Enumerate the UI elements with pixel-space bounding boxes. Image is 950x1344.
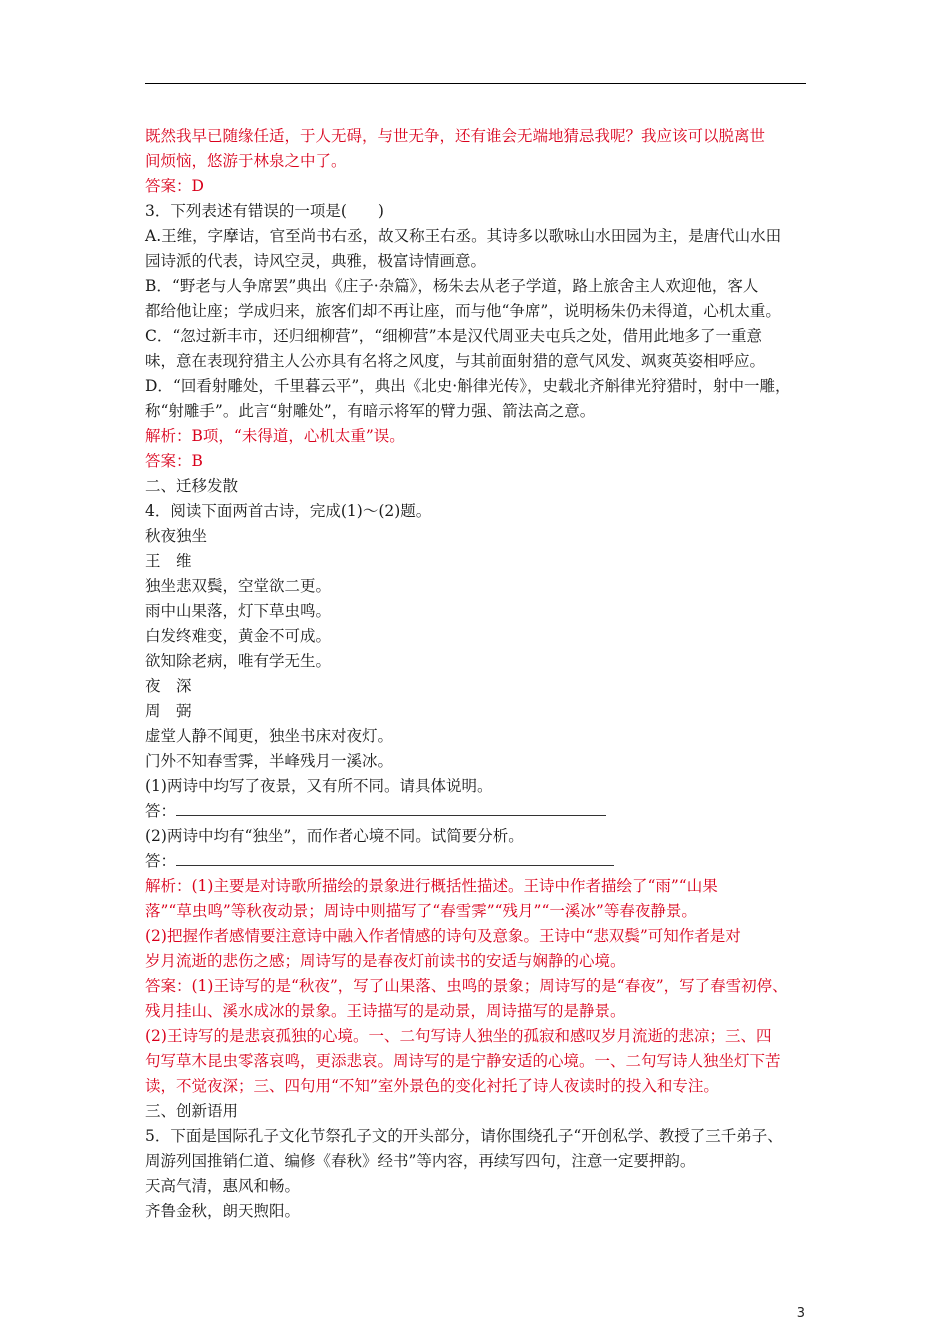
line-text: 读，不觉夜深；三、四句用“不知”室外景色的变化衬托了诗人夜读时的投入和专注。 (145, 1077, 719, 1095)
text-line (145, 1199, 810, 1224)
text-line (145, 524, 810, 549)
line-text: 解析：(1)主要是对诗歌所描绘的景象进行概括性描述。王诗中作者描绘了“雨”“山果 (145, 877, 718, 895)
line-text: A.王维，字摩诘，官至尚书右丞，故又称王右丞。其诗多以歌咏山水田园为主，是唐代山水田 (145, 227, 782, 245)
line-text: 齐鲁金秋，朗天煦阳。 (145, 1202, 301, 1220)
text-line (145, 499, 810, 524)
line-text: 虚堂人静不闻更，独坐书床对夜灯。 (145, 727, 394, 745)
text-line (145, 924, 810, 949)
line-text: 门外不知春雪霁，半峰残月一溪冰。 (145, 752, 394, 770)
line-text: 答案：D (145, 177, 204, 195)
text-line (145, 749, 810, 774)
header-rule (145, 83, 806, 84)
text-line (145, 974, 810, 999)
text-line (145, 1174, 810, 1199)
text-line (145, 1074, 810, 1099)
line-text: 二、迁移发散 (145, 477, 239, 495)
text-line (145, 1149, 810, 1174)
text-line (145, 124, 810, 149)
line-text: 味，意在表现狩猎主人公亦具有名将之风度，与其前面射猎的意气风发、飒爽英姿相呼应。 (145, 352, 766, 370)
line-text: 间烦恼，悠游于林泉之中了。 (145, 152, 347, 170)
line-text: C．“忽过新丰市，还归细柳营”，“细柳营”本是汉代周亚夫屯兵之处，借用此地多了一重意 (145, 327, 763, 345)
text-line (145, 149, 810, 174)
text-line (145, 899, 810, 924)
text-line (145, 274, 810, 299)
line-text: (2)两诗中均有“独坐”，而作者心境不同。试简要分析。 (145, 827, 524, 845)
text-line (145, 824, 810, 849)
line-text: B．“野老与人争席罢”典出《庄子·杂篇》，杨朱去从老子学道，路上旅舍主人欢迎他，客人 (145, 277, 759, 295)
text-line (145, 374, 810, 399)
text-line (145, 674, 810, 699)
text-line (145, 574, 810, 599)
text-line (145, 474, 810, 499)
line-text: 答： (145, 802, 177, 820)
text-line (145, 1049, 810, 1074)
text-line (145, 349, 810, 374)
line-text: 园诗派的代表，诗风空灵，典雅，极富诗情画意。 (145, 252, 487, 270)
line-text: 解析：B项，“未得道，心机太重”误。 (145, 427, 405, 445)
text-line (145, 724, 810, 749)
text-line (145, 874, 810, 899)
text-line (145, 599, 810, 624)
text-line (145, 174, 810, 199)
line-text: 天高气清，惠风和畅。 (145, 1177, 301, 1195)
line-text: 秋夜独坐 (145, 527, 208, 545)
answer-blank[interactable] (176, 799, 606, 816)
text-line (145, 299, 810, 324)
text-line (145, 1024, 810, 1049)
text-line (145, 624, 810, 649)
text-line (145, 699, 810, 724)
line-text: (2)王诗写的是悲哀孤独的心境。一、二句写诗人独坐的孤寂和感叹岁月流逝的悲凉；三、四 (145, 1027, 772, 1045)
answer-blank[interactable] (176, 849, 614, 866)
text-line (145, 549, 810, 574)
line-text: 独坐悲双鬓，空堂欲二更。 (145, 577, 332, 595)
line-text: (2)把握作者感情要注意诗中融入作者情感的诗句及意象。王诗中“悲双鬓”可知作者是对 (145, 927, 741, 945)
line-text: 周 弼 (145, 702, 192, 720)
line-text: 答案：(1)王诗写的是“秋夜”，写了山果落、虫鸣的景象；周诗写的是“春夜”，写了春雪初停、 (145, 977, 788, 995)
text-line (145, 399, 810, 424)
text-line (145, 799, 810, 824)
text-line (145, 1099, 810, 1124)
line-text: 称“射雕手”。此言“射雕处”，有暗示将军的臂力强、箭法高之意。 (145, 402, 596, 420)
line-text: 王 维 (145, 552, 192, 570)
line-text: 既然我早已随缘任适，于人无碍，与世无争，还有谁会无端地猜忌我呢？我应该可以脱离世 (145, 127, 766, 145)
text-line (145, 199, 810, 224)
text-line (145, 424, 810, 449)
text-line (145, 249, 810, 274)
line-text: 岁月流逝的悲伤之感；周诗写的是春夜灯前读书的安适与娴静的心境。 (145, 952, 626, 970)
line-text: 答案：B (145, 452, 203, 470)
line-text: 残月挂山、溪水成冰的景象。王诗描写的是动景，周诗描写的是静景。 (145, 1002, 626, 1020)
line-text: 都给他让座；学成归来，旅客们却不再让座，而与他“争席”，说明杨朱仍未得道，心机太重。 (145, 302, 781, 320)
line-text: 三、创新语用 (145, 1102, 239, 1120)
line-text: 答： (145, 852, 177, 870)
line-text: D．“回看射雕处，千里暮云平”，典出《北史·斛律光传》，史载北齐斛律光狩猎时，射中一雕， (145, 377, 791, 395)
text-line (145, 324, 810, 349)
text-line (145, 999, 810, 1024)
line-text: 周游列国推销仁道、编修《春秋》经书”等内容，再续写四句，注意一定要押韵。 (145, 1152, 696, 1170)
line-text: (1)两诗中均写了夜景，又有所不同。请具体说明。 (145, 777, 493, 795)
text-line (145, 449, 810, 474)
line-text: 夜 深 (145, 677, 192, 695)
line-text: 3．下列表述有错误的一项是( ) (145, 202, 384, 220)
text-line (145, 849, 810, 874)
line-text: 4．阅读下面两首古诗，完成(1)～(2)题。 (145, 502, 432, 520)
page-number: 3 (796, 1306, 805, 1321)
line-text: 5．下面是国际孔子文化节祭孔子文的开头部分，请你围绕孔子“开创私学、教授了三千弟子、 (145, 1127, 783, 1145)
line-text: 落”“草虫鸣”等秋夜动景；周诗中则描写了“春雪霁”“残月”“一溪冰”等春夜静景。 (145, 902, 697, 920)
text-line (145, 1124, 810, 1149)
document-body (145, 124, 810, 1224)
line-text: 白发终难变，黄金不可成。 (145, 627, 332, 645)
text-line (145, 774, 810, 799)
line-text: 句写草木昆虫零落哀鸣，更添悲哀。周诗写的是宁静安适的心境。一、二句写诗人独坐灯下苦 (145, 1052, 781, 1070)
text-line (145, 224, 810, 249)
line-text: 欲知除老病，唯有学无生。 (145, 652, 332, 670)
text-line (145, 649, 810, 674)
line-text: 雨中山果落，灯下草虫鸣。 (145, 602, 332, 620)
text-line (145, 949, 810, 974)
